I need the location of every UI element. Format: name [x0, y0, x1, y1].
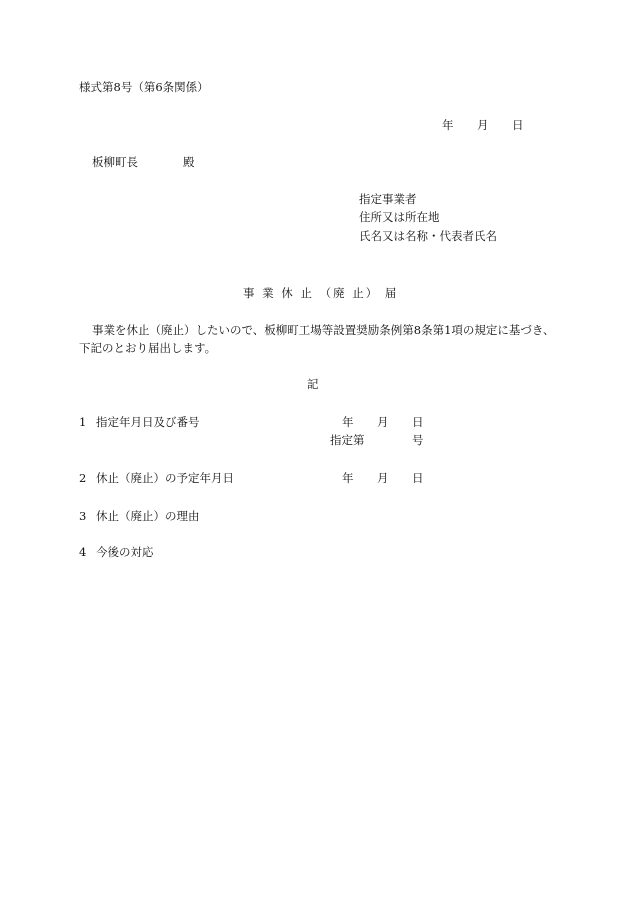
item-2-year: 年 — [342, 471, 354, 485]
applicant-title: 指定事業者 — [359, 192, 417, 206]
date-day: 日 — [512, 118, 524, 132]
body-line-1: 事業を休止（廃止）したいので、板柳町工場等設置奨励条例第8条第1項の規定に基づき、 — [92, 323, 555, 337]
item-3-label: 休止（廃止）の理由 — [96, 509, 200, 523]
applicant-name: 氏名又は名称・代表者氏名 — [359, 229, 497, 243]
item-1-designation-suffix: 号 — [412, 433, 424, 447]
addressee-honorific: 殿 — [183, 155, 195, 169]
applicant-address: 住所又は所在地 — [359, 210, 440, 224]
item-4-label: 今後の対応 — [96, 545, 154, 559]
item-1-label: 指定年月日及び番号 — [96, 415, 200, 429]
item-1-month: 月 — [377, 415, 389, 429]
ki-heading: 記 — [307, 377, 319, 391]
date-month: 月 — [477, 118, 489, 132]
item-2-day: 日 — [412, 471, 424, 485]
item-3-number: 3 — [79, 509, 87, 523]
addressee-name: 板柳町長 — [92, 155, 138, 169]
item-1-day: 日 — [412, 415, 424, 429]
item-2-label: 休止（廃止）の予定年月日 — [96, 471, 234, 485]
form-number-label: 様式第8号（第6条関係） — [79, 80, 209, 94]
item-4-number: 4 — [79, 545, 87, 559]
date-year: 年 — [442, 118, 454, 132]
item-1-year: 年 — [342, 415, 354, 429]
document-title: 事 業 休 止 （廃 止） 届 — [243, 286, 399, 300]
body-line-2: 下記のとおり届出します。 — [79, 341, 217, 355]
item-2-month: 月 — [377, 471, 389, 485]
item-1-number: 1 — [79, 415, 87, 429]
item-2-number: 2 — [79, 471, 87, 485]
item-1-designation-prefix: 指定第 — [330, 433, 365, 447]
